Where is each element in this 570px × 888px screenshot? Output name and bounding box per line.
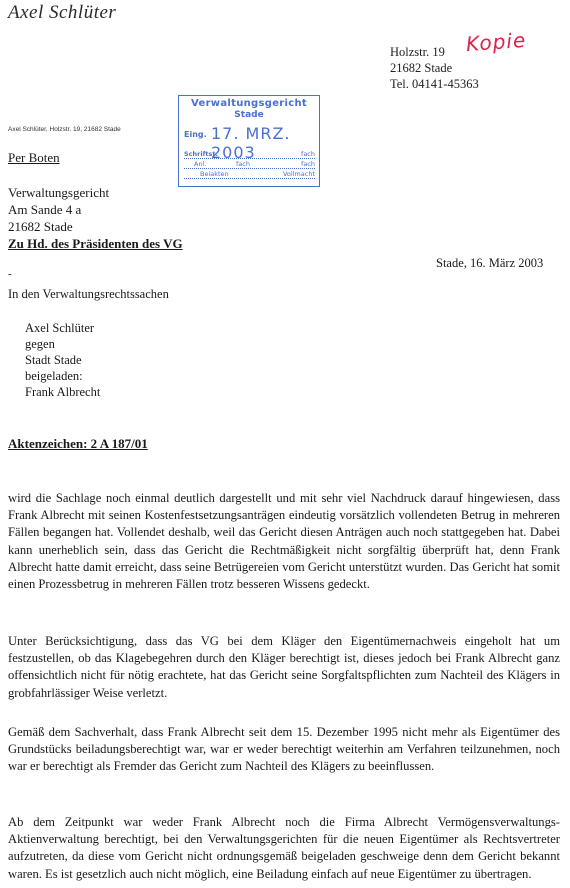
stamp-anl-label: Anl. (194, 160, 207, 168)
body-paragraph-1: wird die Sachlage noch einmal deutlich dargestellt und mit sehr viel Nachdruck darauf hingewiesen, dass Frank Albrecht mit seinen Kostenfestsetzungsanträgen eindeutig vorsätzlich vollendeten Betrug in mehreren Fällen begangen hat. Vollendet deshalb, weil das Gericht diesen Anträgen auch noch stattgegeben hat. Dabei kann unerheblich sein, dass das Gericht die Rechtmäßigkeit nicht sorgfältig überprüft hat, denn Frank Albrecht hatte damit erreicht, dass seine Betrügereien vom Gericht unterstützt wurden. Das Gericht hat somit einen Prozessbetrug in mehreren Fällen trotz besseren Wissens gedeckt. (8, 491, 560, 592)
dash-mark: - (8, 268, 12, 280)
party-line: gegen (25, 337, 55, 351)
body-paragraph-4: Ab dem Zeitpunkt war weder Frank Albrecht noch die Firma Albrecht Vermögensverwaltungs-Aktienverwaltung berechtigt, bei den Verwaltungsgerichten für die neuen Eigentümer als Rechtsvertreter aufzutreten, da diese vom Gericht nicht ordnungsgemäß beigeladen geschweige denn dem Gericht bekannt waren. Es ist gesetzlich auch nicht möglich, eine Beiladung einfach auf neue Eigentümer zu übertragen. (8, 815, 560, 881)
stamp-fach-label-3: fach (301, 160, 315, 168)
stamp-fach-label-2: fach (236, 160, 250, 168)
stamp-schriftst-label: Schriftst. (184, 150, 218, 158)
party-line: Axel Schlüter (25, 321, 95, 335)
recipient-address (8, 184, 183, 252)
sender-city: 21682 Stade (390, 61, 453, 75)
case-parties (25, 320, 100, 400)
body-paragraph-2: Unter Berücksichtigung, dass das VG bei dem Kläger den Eigentümernachweis eingeholt hat um festzustellen, ob das Klagebegehren durch den Kläger berechtigt ist, dieses jedoch bei Frank Albrecht ganz offensichtlich nicht für nötig erachtete, hat das Gericht seine Sorgfaltspflichten zum Nachteil des Klägers in grobfahrlässiger Weise verletzt. (8, 634, 560, 700)
intro-line: In den Verwaltungsrechtssachen (8, 287, 169, 301)
recipient-attention: Zu Hd. des Präsidenten des VG (8, 236, 183, 251)
stamp-received-date: 17. MRZ. 2003 (211, 124, 291, 162)
stamp-beiakten-label: Beiakten (200, 170, 229, 178)
sender-street: Holzstr. 19 (390, 45, 445, 59)
party-line: beigeladen: (25, 369, 83, 383)
delivery-note: Per Boten (8, 150, 60, 165)
recipient-line: Verwaltungsgericht (8, 185, 110, 200)
stamp-eing-label: Eing. (184, 130, 207, 139)
stamp-row-beiakten (184, 170, 315, 179)
stamp-row-schriftst (184, 150, 315, 159)
sender-name: Axel Schlüter (8, 2, 117, 23)
case-reference: Aktenzeichen: 2 A 187/01 (8, 436, 148, 451)
recipient-line: 21682 Stade (8, 219, 73, 234)
kopie-handwritten-mark: Kopie (465, 27, 527, 57)
letter-date: Stade, 16. März 2003 (436, 256, 544, 270)
stamp-place: Stade (234, 110, 264, 120)
party-line: Stadt Stade (25, 353, 82, 367)
stamp-court: Verwaltungsgericht (191, 98, 307, 109)
sender-phone: Tel. 04141-45363 (390, 77, 479, 91)
court-receipt-stamp (178, 95, 320, 187)
return-address-line: Axel Schlüter, Holzstr. 19, 21682 Stade (8, 126, 121, 133)
stamp-vollmacht-label: Vollmacht (282, 170, 315, 178)
recipient-line: Am Sande 4 a (8, 202, 82, 217)
sender-address (390, 44, 479, 92)
stamp-fach-label-1: fach (301, 150, 315, 158)
party-line: Frank Albrecht (25, 385, 101, 399)
stamp-row-anl (184, 160, 315, 169)
body-paragraph-3: Gemäß dem Sachverhalt, dass Frank Albrecht seit dem 15. Dezember 1995 nicht mehr als Eigentümer des Grundstücks beiladungsberechtigt war, war er weder berechtigt weiterhin am Verfahren teilzunehmen, noch war er berechtigt als Fremder das Gericht zum Nachteil des Klägers zu beeinflussen. (8, 725, 560, 774)
